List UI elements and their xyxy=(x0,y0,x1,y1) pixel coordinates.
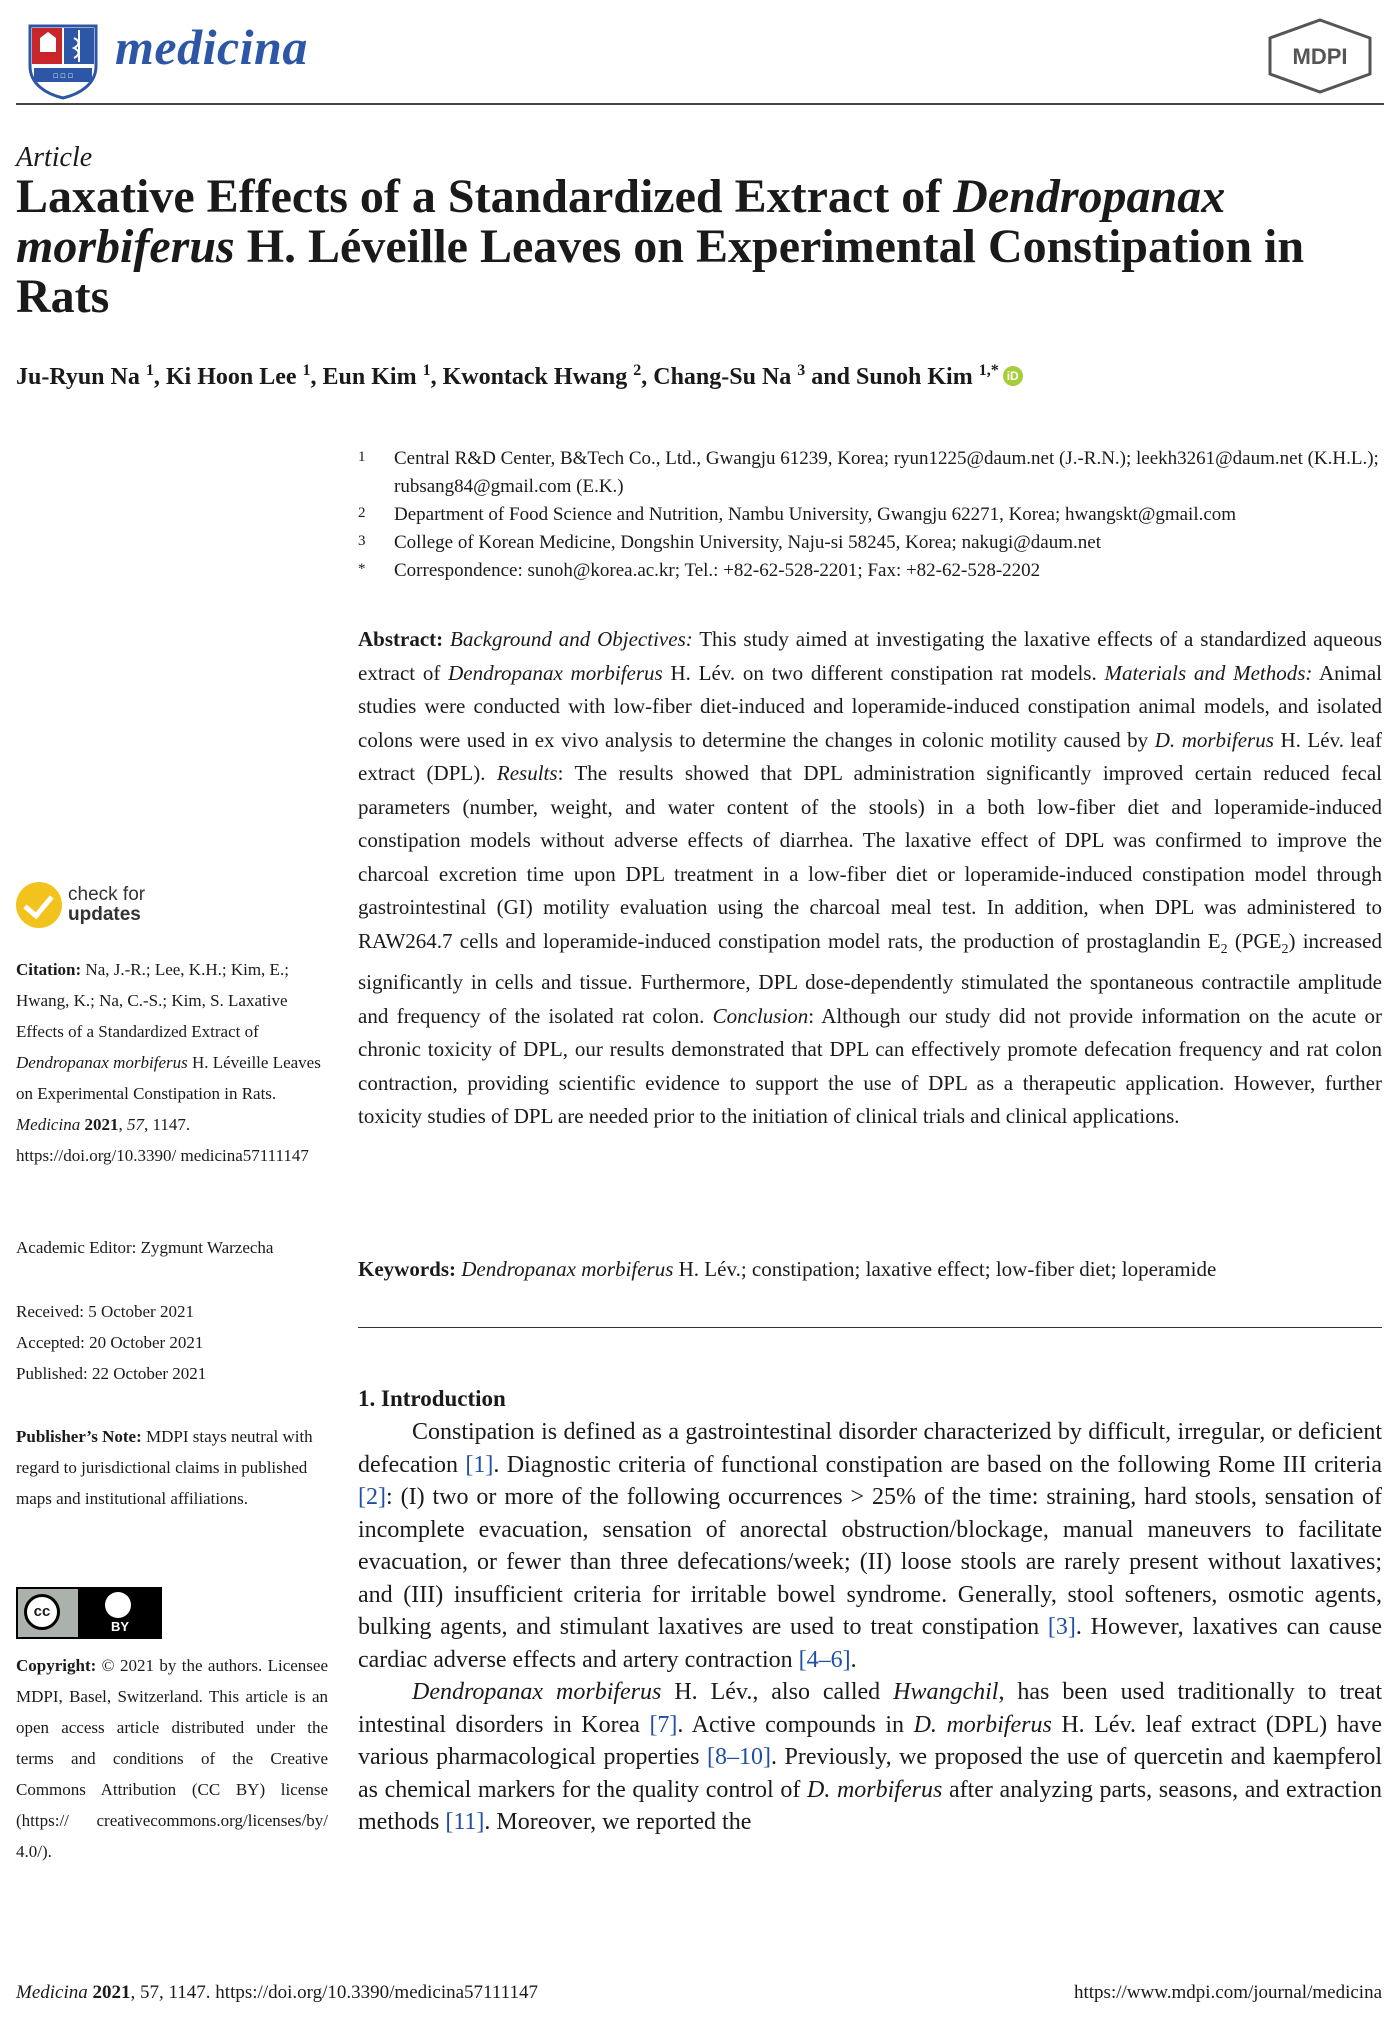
author-name[interactable]: Sunoh Kim xyxy=(856,364,973,390)
correspondence: * Correspondence: sunoh@korea.ac.kr; Tel.: +82-62-528-2201; Fax: +82-62-528-2202 xyxy=(358,560,1041,581)
copyright: Copyright: © 2021 by the authors. Licensee MDPI, Basel, Switzerland. This article is an open access article distributed under the terms and conditions of the Creative Commons Attribution (CC BY) license (https:// creativecommons.org/licenses/by/ 4.0/). xyxy=(16,1656,328,1861)
citation-link[interactable]: [3] xyxy=(1047,1614,1076,1640)
affiliation: 2 Department of Food Science and Nutrition, Nambu University, Gwangju 62271, Korea; hwangskt@gmail.com xyxy=(358,504,1237,525)
journal-name[interactable]: medicina xyxy=(115,19,308,75)
citation-link[interactable]: [4–6] xyxy=(798,1646,851,1673)
title-species: Dendropanax morbiferus xyxy=(16,170,1226,273)
orcid-icon[interactable]: iD xyxy=(1003,366,1023,386)
journal-logo xyxy=(26,22,100,100)
introduction-body xyxy=(358,1416,1382,1839)
svg-text:☐ ☐ ☐: ☐ ☐ ☐ xyxy=(53,73,73,80)
section-heading: 1. Introduction xyxy=(358,1386,506,1411)
paragraph: Constipation is defined as a gastrointestinal disorder characterized by difficult, irregular, or deficient defecation [1]. Diagnostic criteria of functional constipation are based on the following Rome III criteria [2]: (I) two or more of the following occurrences > 25% of the time: straining, hard stools, sensation of incomplete evacuation, sensation of anorectal obstruction/blockage, manual maneuvers to facilitate evacuation, or fewer than three defecations/week; (II) loose stools are rarely present without laxatives; and (III) insufficient criteria for irritable bowel syndrome. Generally, stool softeners, osmotic agents, bulking agents, and stimulant laxatives are used to treat constipation [3]. However, laxatives can cause cardiac adverse effects and artery contraction [4–6]. xyxy=(358,1419,1383,1673)
citation: Citation: Na, J.-R.; Lee, K.H.; Kim, E.; Hwang, K.; Na, C.-S.; Kim, S. Laxative Effects of a Standardized Extract of Dendropanax morbiferus H. Léveille Leaves on Experimental Constipation in Rats. Medicina 2021, 57, 1147. https://doi.org/10.3390/ medicina57111147 xyxy=(16,960,321,1165)
cc-by-license-badge[interactable] xyxy=(16,1587,162,1639)
article-title xyxy=(16,172,1376,322)
paragraph: Dendropanax morbiferus H. Lév., also called Hwangchil, has been used traditionally to treat intestinal disorders in Korea [7]. Active compounds in D. morbiferus H. Lév. leaf extract (DPL) have various pharmacological properties [8–10]. Previously, we proposed the use of quercetin and kaempferol as chemical markers for the quality control of D. morbiferus after analyzing parts, seasons, and extraction methods [11]. Moreover, we reported the xyxy=(358,1679,1383,1835)
citation-link[interactable]: [7] xyxy=(649,1711,678,1738)
author-name[interactable]: Ju-Ryun Na xyxy=(16,364,140,390)
affiliation: 1 Central R&D Center, B&Tech Co., Ltd., Gwangju 61239, Korea; ryun1225@daum.net (J.-R.N.); leekh3261@daum.net (K.H.L.); rubsang84@gmail.com (E.K.) xyxy=(358,448,1379,497)
keywords-divider xyxy=(358,1327,1382,1328)
received-date: Received: 5 October 2021 xyxy=(16,1302,194,1321)
header-divider xyxy=(16,103,1384,105)
title-part1: Laxative Effects of a Standardized Extract of xyxy=(16,170,954,223)
footer-citation: Medicina 2021, 57, 1147. https://doi.org/10.3390/medicina57111147 xyxy=(16,1982,538,2003)
author-name[interactable]: Chang-Su Na xyxy=(653,364,792,390)
keywords: Keywords: Dendropanax morbiferus H. Lév.; constipation; laxative effect; low-fiber diet; loperamide xyxy=(358,1257,1217,1281)
citation-link[interactable]: [8–10] xyxy=(707,1744,771,1770)
author-list: Ju-Ryun Na $^1$, Ki Hoon Lee $^1$, Eun Kim $^1$, Kwontack Hwang $^2$, Chang-Su Na $^3$ and Sunoh Kim $^{1,*}$ iD xyxy=(16,362,1386,391)
author-name[interactable]: Ki Hoon Lee xyxy=(165,364,297,390)
check-for-updates-button[interactable] xyxy=(16,882,176,934)
cc-by-label: BY xyxy=(110,1619,130,1634)
author-name[interactable]: Kwontack Hwang xyxy=(442,364,628,390)
abstract: Abstract: Background and Objectives: This study aimed at investigating the laxative effects of a standardized aqueous extract of Dendropanax morbiferus H. Lév. on two different constipation rat models. Materials and Methods: Animal studies were conducted with low-fiber diet-induced and loperamide-induced constipation animal models, and isolated colons were used in ex vivo analysis to determine the changes in colonic motility caused by D. morbiferus H. Lév. leaf extract (DPL). Results: The results showed that DPL administration significantly improved certain reduced fecal parameters (number, weight, and water content of the stools) in a both low-fiber diet and loperamide-induced constipation models without adverse effects of diarrhea. The laxative effect of DPL was confirmed to improve the charcoal excretion time upon DPL treatment in a low-fiber diet or loperamide-induced constipation model through gastrointestinal (GI) motility evaluation using the charcoal meal test. In addition, when DPL was administered to RAW264.7 cells and loperamide-induced constipation model rats, the production of prostaglandin $E_2$ $(PGE_2)$ increased significantly in cells and tissue. Furthermore, DPL dose-dependently stimulated the spontaneous contractile amplitude and frequency of the isolated rat colon. Conclusion: Although our study did not provide information on the acute or chronic toxicity of DPL, our results demonstrated that DPL can effectively promote defecation frequency and rat colon contraction, providing scientific evidence to support the use of DPL as a therapeutic application. However, further toxicity studies of DPL are needed prior to the initiation of clinical trials and clinical applications. xyxy=(358,627,1383,1129)
published-date: Published: 22 October 2021 xyxy=(16,1364,207,1383)
citation-link[interactable]: [2] xyxy=(358,1484,386,1510)
affiliation: 3 College of Korean Medicine, Dongshin University, Naju-si 58245, Korea; nakugi@daum.net xyxy=(358,532,1101,553)
cc-icon: cc xyxy=(24,1594,60,1630)
footer-journal-url[interactable]: https://www.mdpi.com/journal/medicina xyxy=(1074,1982,1382,2003)
publisher-note: Publisher’s Note: MDPI stays neutral with regard to jurisdictional claims in published maps and institutional affiliations. xyxy=(16,1427,313,1508)
mdpi-logo[interactable] xyxy=(1266,18,1374,94)
citation-link[interactable]: [1] xyxy=(465,1451,494,1478)
checkmark-icon xyxy=(16,882,62,928)
author-name[interactable]: Eun Kim xyxy=(322,364,417,390)
citation-link[interactable]: [11] xyxy=(445,1809,485,1835)
academic-editor: Academic Editor: Zygmunt Warzecha xyxy=(16,1238,274,1257)
accepted-date: Accepted: 20 October 2021 xyxy=(16,1333,204,1352)
title-part2: H. Léveille Leaves on Experimental Constipation in Rats xyxy=(16,220,1305,323)
person-icon xyxy=(105,1592,131,1618)
check-updates-line2: updates xyxy=(68,904,141,925)
check-updates-line1: check for xyxy=(68,884,146,905)
article-type: Article xyxy=(16,142,93,173)
mdpi-logo-text: MDPI xyxy=(1292,44,1348,69)
